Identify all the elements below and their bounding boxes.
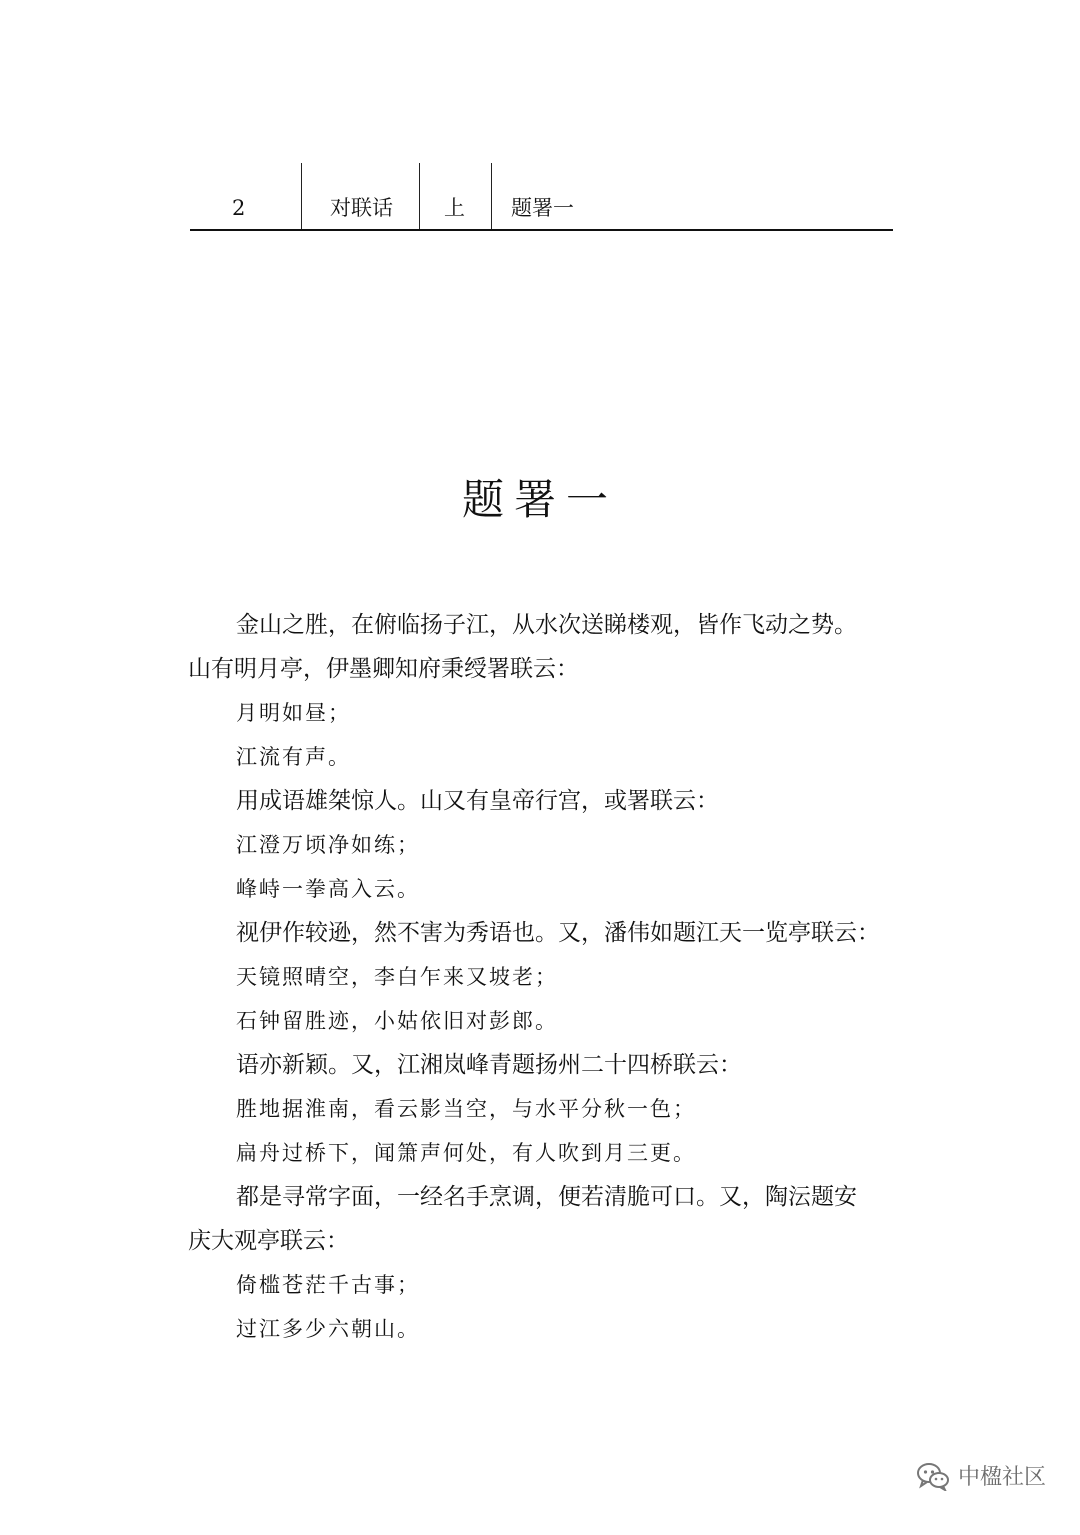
paragraph-line: 金山之胜，在俯临扬子江，从水次送睇楼观，皆作飞动之势。	[236, 612, 857, 638]
paragraph-line: 都是寻常字面，一经名手烹调，便若清脆可口。又，陶沄题安	[236, 1184, 857, 1210]
couplet-line: 天镜照晴空，李白乍来又坡老；	[236, 965, 558, 989]
couplet-line: 倚槛苍茫千古事；	[236, 1273, 420, 1297]
body-text	[188, 603, 893, 1351]
watermark-text: 中楹社区	[957, 1465, 1046, 1490]
header-divider	[491, 163, 492, 229]
couplet-line: 胜地据淮南，看云影当空，与水平分秋一色；	[236, 1097, 696, 1121]
volume-label: 上	[444, 196, 465, 220]
running-header	[190, 163, 893, 231]
watermark	[916, 1460, 1046, 1491]
paragraph-line: 庆大观亭联云：	[188, 1228, 349, 1254]
couplet-line: 峰峙一拳高入云。	[236, 877, 420, 901]
header-divider	[419, 163, 420, 229]
chapter-title: 题署一	[461, 475, 618, 524]
paragraph-line: 语亦新颖。又，江湘岚峰青题扬州二十四桥联云：	[236, 1052, 742, 1078]
couplet-line: 月明如昼；	[236, 701, 351, 725]
section-label: 题署一	[511, 196, 574, 220]
couplet-line: 扁舟过桥下，闻箫声何处，有人吹到月三更。	[236, 1141, 696, 1165]
couplet-line: 过江多少六朝山。	[236, 1317, 420, 1341]
paragraph-line: 视伊作较逊，然不害为秀语也。又，潘伟如题江天一览亭联云：	[236, 920, 880, 946]
couplet-line: 石钟留胜迹，小姑依旧对彭郎。	[236, 1009, 558, 1033]
book-title: 对联话	[330, 196, 393, 220]
paragraph-line: 山有明月亭，伊墨卿知府秉绶署联云：	[188, 656, 579, 682]
couplet-line: 江流有声。	[236, 745, 351, 769]
wechat-icon	[916, 1461, 950, 1491]
page-number: 2	[232, 196, 246, 220]
header-divider	[301, 163, 302, 229]
couplet-line: 江澄万顷净如练；	[236, 833, 420, 857]
paragraph-line: 用成语雄桀惊人。山又有皇帝行宫，或署联云：	[236, 788, 719, 814]
